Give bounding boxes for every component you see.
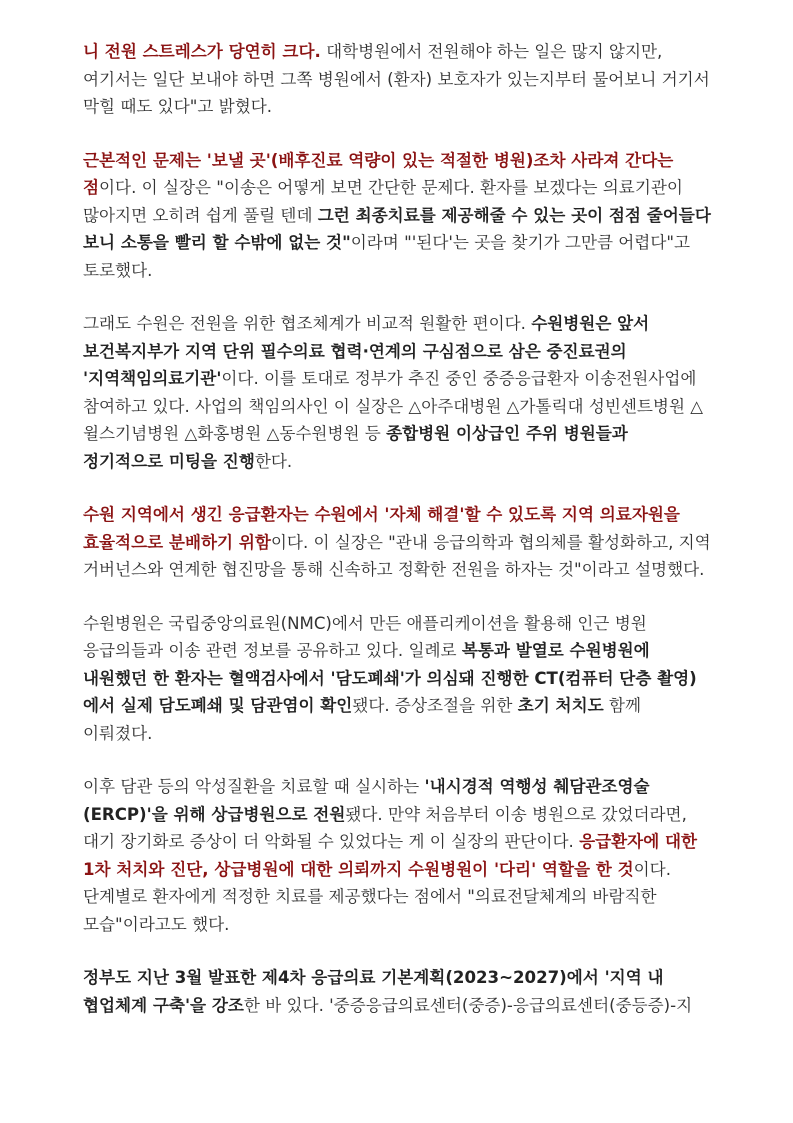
body-text: 이라며 "'된다'는 곳을 찾기가 그만큼 어렵다"고 토로했다.	[83, 233, 691, 280]
body-text: 이다. 단계별로 환자에게 적정한 치료를 제공했다는 점에서 "의료전달체계의 바람직한 모습"이라고도 했다.	[83, 859, 671, 934]
bold-text: 초기 처치도	[517, 696, 604, 715]
body-text: 이다. 이 실장은 "관내 응급의학과 협의체를 활성화하고, 지역 거버넌스와 연계한 협진망을 통해 신속하고 정확한 전원을 하자는 것"이라고 설명했다.	[83, 532, 711, 579]
paragraph	[83, 773, 713, 938]
body-text: 그래도 수원은 전원을 위한 협조체계가 비교적 원활한 편이다.	[83, 314, 532, 333]
bold-text: 수원병원은 앞서 보건복지부가 지역 단위 필수의료 협력·연계의 구심점으로 삼은 중진료권의 '지역책임의료기관'	[83, 314, 650, 388]
body-text: 됐다. 만약 처음부터 이송 병원으로 갔었더라면, 대기 장기화로 증상이 더 악화될 수 있었다는 게 이 실장의 판단이다.	[83, 804, 687, 851]
bold-text: 정부도 지난 3월 발표한 제4차 응급의료 기본계획(2023~2027)에서 '지역 내 협업체계 구축'을 강조	[83, 968, 664, 1015]
paragraph	[83, 610, 713, 748]
body-text: 한다.	[254, 451, 293, 471]
highlight-text: 니 전원 스트레스가 당연히 크다.	[83, 42, 321, 61]
bold-text: 그런 최종치료를 제공해줄 수 있는 곳이 점점 줄어들다 보니 소통을 빨리 할 수밖에 없는 것"	[83, 205, 711, 252]
highlight-text: 응급환자에 대한 1차 처치와 진단, 상급병원에 대한 의뢰까지 수원병원이 '다리' 역할을 한 것	[83, 832, 698, 879]
body-text: 대학병원에서 전원해야 하는 일은 많지 않지만, 여기서는 일단 보내야 하면 그쪽 병원에서 (환자) 보호자가 있는지부터 물어보니 거기서 막힐 때도 있다"고 밝혔다.	[83, 42, 710, 116]
paragraph	[83, 964, 713, 1019]
bold-text: 복통과 발열로 수원병원에 내원했던 한 환자는 혈액검사에서 '담도폐쇄'가 의심돼 진행한 CT(컴퓨터 단층 촬영)에서 실제 담도폐쇄 및 담관염이 확인	[83, 641, 697, 715]
body-text: 됐다. 증상조절을 위한	[352, 696, 518, 715]
body-text: 한 바 있다. '중증응급의료센터(중증)-응급의료센터(중등증)-지	[243, 995, 693, 1015]
body-text: 이다. 이를 토대로 정부가 추진 중인 중증응급환자 이송전원사업에 참여하고 있다. 사업의 책임의사인 이 실장은 △아주대병원 △가톨릭대 성빈센트병원 △윌스기념병원 △화홍병원 △동수원병원 등	[83, 369, 704, 443]
body-text: 함께 이뤄졌다.	[83, 696, 641, 743]
bold-text: '내시경적 역행성 췌담관조영술(ERCP)'을 위해 상급병원으로 전원	[83, 777, 650, 824]
highlight-text: 근본적인 문제는 '보낼 곳'(배후진료 역량이 있는 적절한 병원)조차 사라져 간다는 점	[83, 150, 674, 197]
article-body	[83, 38, 713, 1045]
paragraph	[83, 501, 713, 584]
bold-text: 종합병원 이상급인 주위 병원들과 정기적으로 미팅을 진행	[83, 424, 628, 471]
body-text: 수원병원은 국립중앙의료원(NMC)에서 만든 애플리케이션을 활용해 인근 병원 응급의들과 이송 관련 정보를 공유하고 있다. 일례로	[83, 613, 647, 660]
paragraph	[83, 38, 713, 121]
body-text: 이후 담관 등의 악성질환을 치료할 때 실시하는	[83, 777, 425, 796]
paragraph	[83, 147, 713, 285]
body-text: 이다. 이 실장은 "이송은 어떻게 보면 간단한 문제다. 환자를 보겠다는 의료기관이 많아지면 오히려 쉽게 풀릴 텐데	[83, 178, 683, 225]
highlight-text: 수원 지역에서 생긴 응급환자는 수원에서 '자체 해결'할 수 있도록 지역 의료자원을 효율적으로 분배하기 위함	[83, 505, 680, 552]
paragraph	[83, 310, 713, 475]
